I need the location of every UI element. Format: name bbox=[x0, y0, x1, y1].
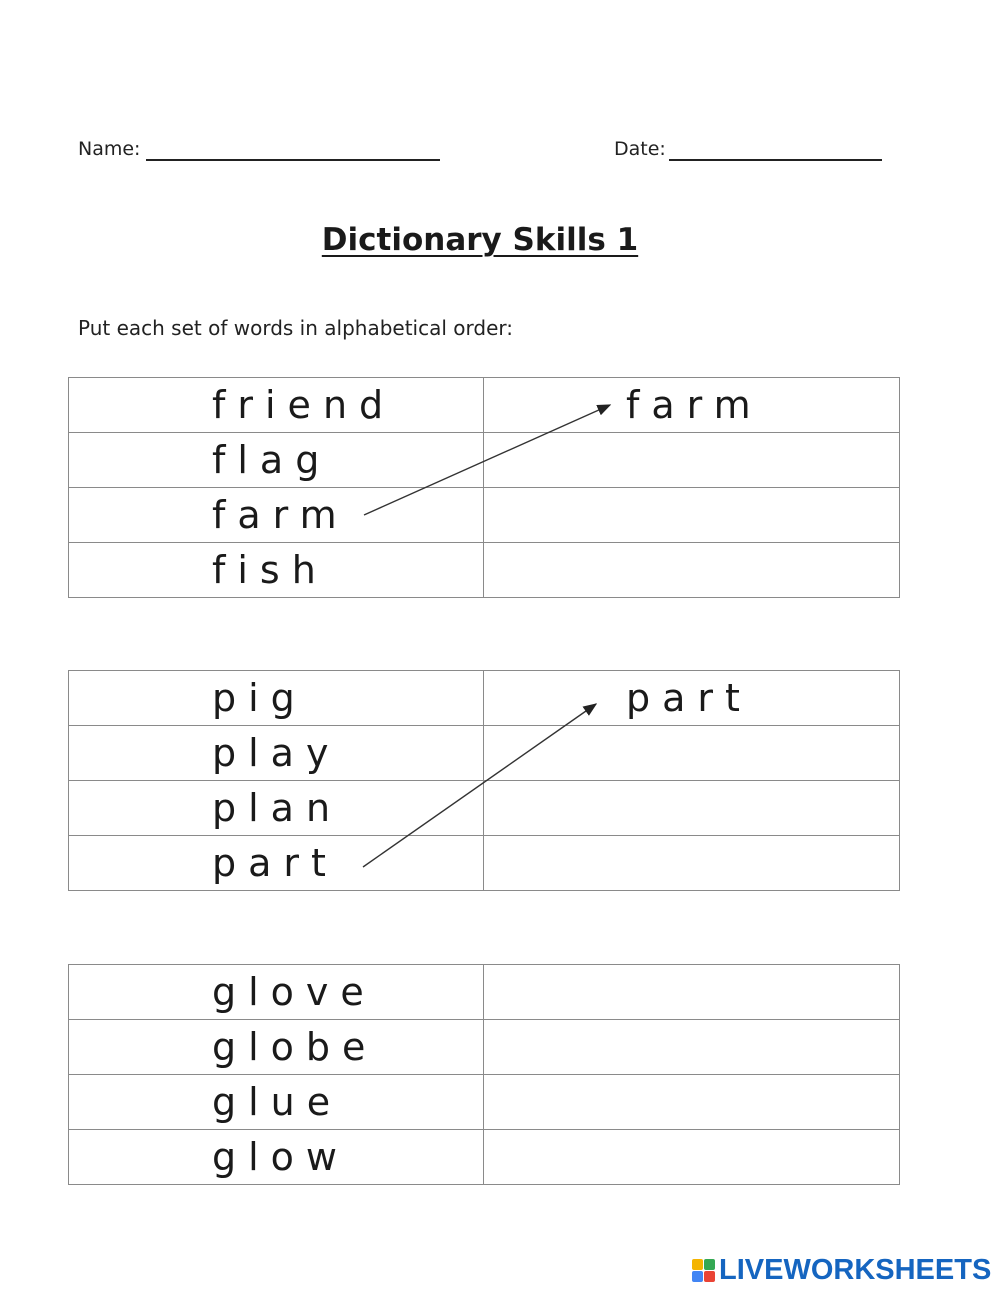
word-cell: glove bbox=[69, 965, 484, 1020]
logo-square-icon bbox=[692, 1259, 703, 1270]
word-cell: pig bbox=[69, 671, 484, 726]
logo-mark-icon bbox=[692, 1259, 715, 1282]
answer-cell[interactable]: farm bbox=[484, 378, 900, 433]
logo-square-icon bbox=[692, 1271, 703, 1282]
word-cell: glow bbox=[69, 1130, 484, 1185]
word-cell: glue bbox=[69, 1075, 484, 1130]
date-label: Date: bbox=[614, 138, 666, 160]
word-cell: play bbox=[69, 726, 484, 781]
word-cell: plan bbox=[69, 781, 484, 836]
word-cell: farm bbox=[69, 488, 484, 543]
word-cell: globe bbox=[69, 1020, 484, 1075]
logo-square-icon bbox=[704, 1271, 715, 1282]
word-cell: fish bbox=[69, 543, 484, 598]
example-arrow-1 bbox=[364, 405, 610, 515]
worksheet-title: Dictionary Skills 1 bbox=[321, 222, 639, 258]
word-cell: friend bbox=[69, 378, 484, 433]
word-cell: flag bbox=[69, 433, 484, 488]
word-cell: part bbox=[69, 836, 484, 891]
liveworksheets-logo bbox=[692, 1254, 991, 1286]
example-arrow-2 bbox=[363, 704, 596, 867]
logo-square-icon bbox=[704, 1259, 715, 1270]
name-label: Name: bbox=[78, 138, 141, 160]
instruction-text: Put each set of words in alphabetical order: bbox=[78, 316, 513, 340]
answer-cell[interactable]: part bbox=[484, 671, 900, 726]
logo-text: LIVEWORKSHEETS bbox=[719, 1253, 992, 1286]
